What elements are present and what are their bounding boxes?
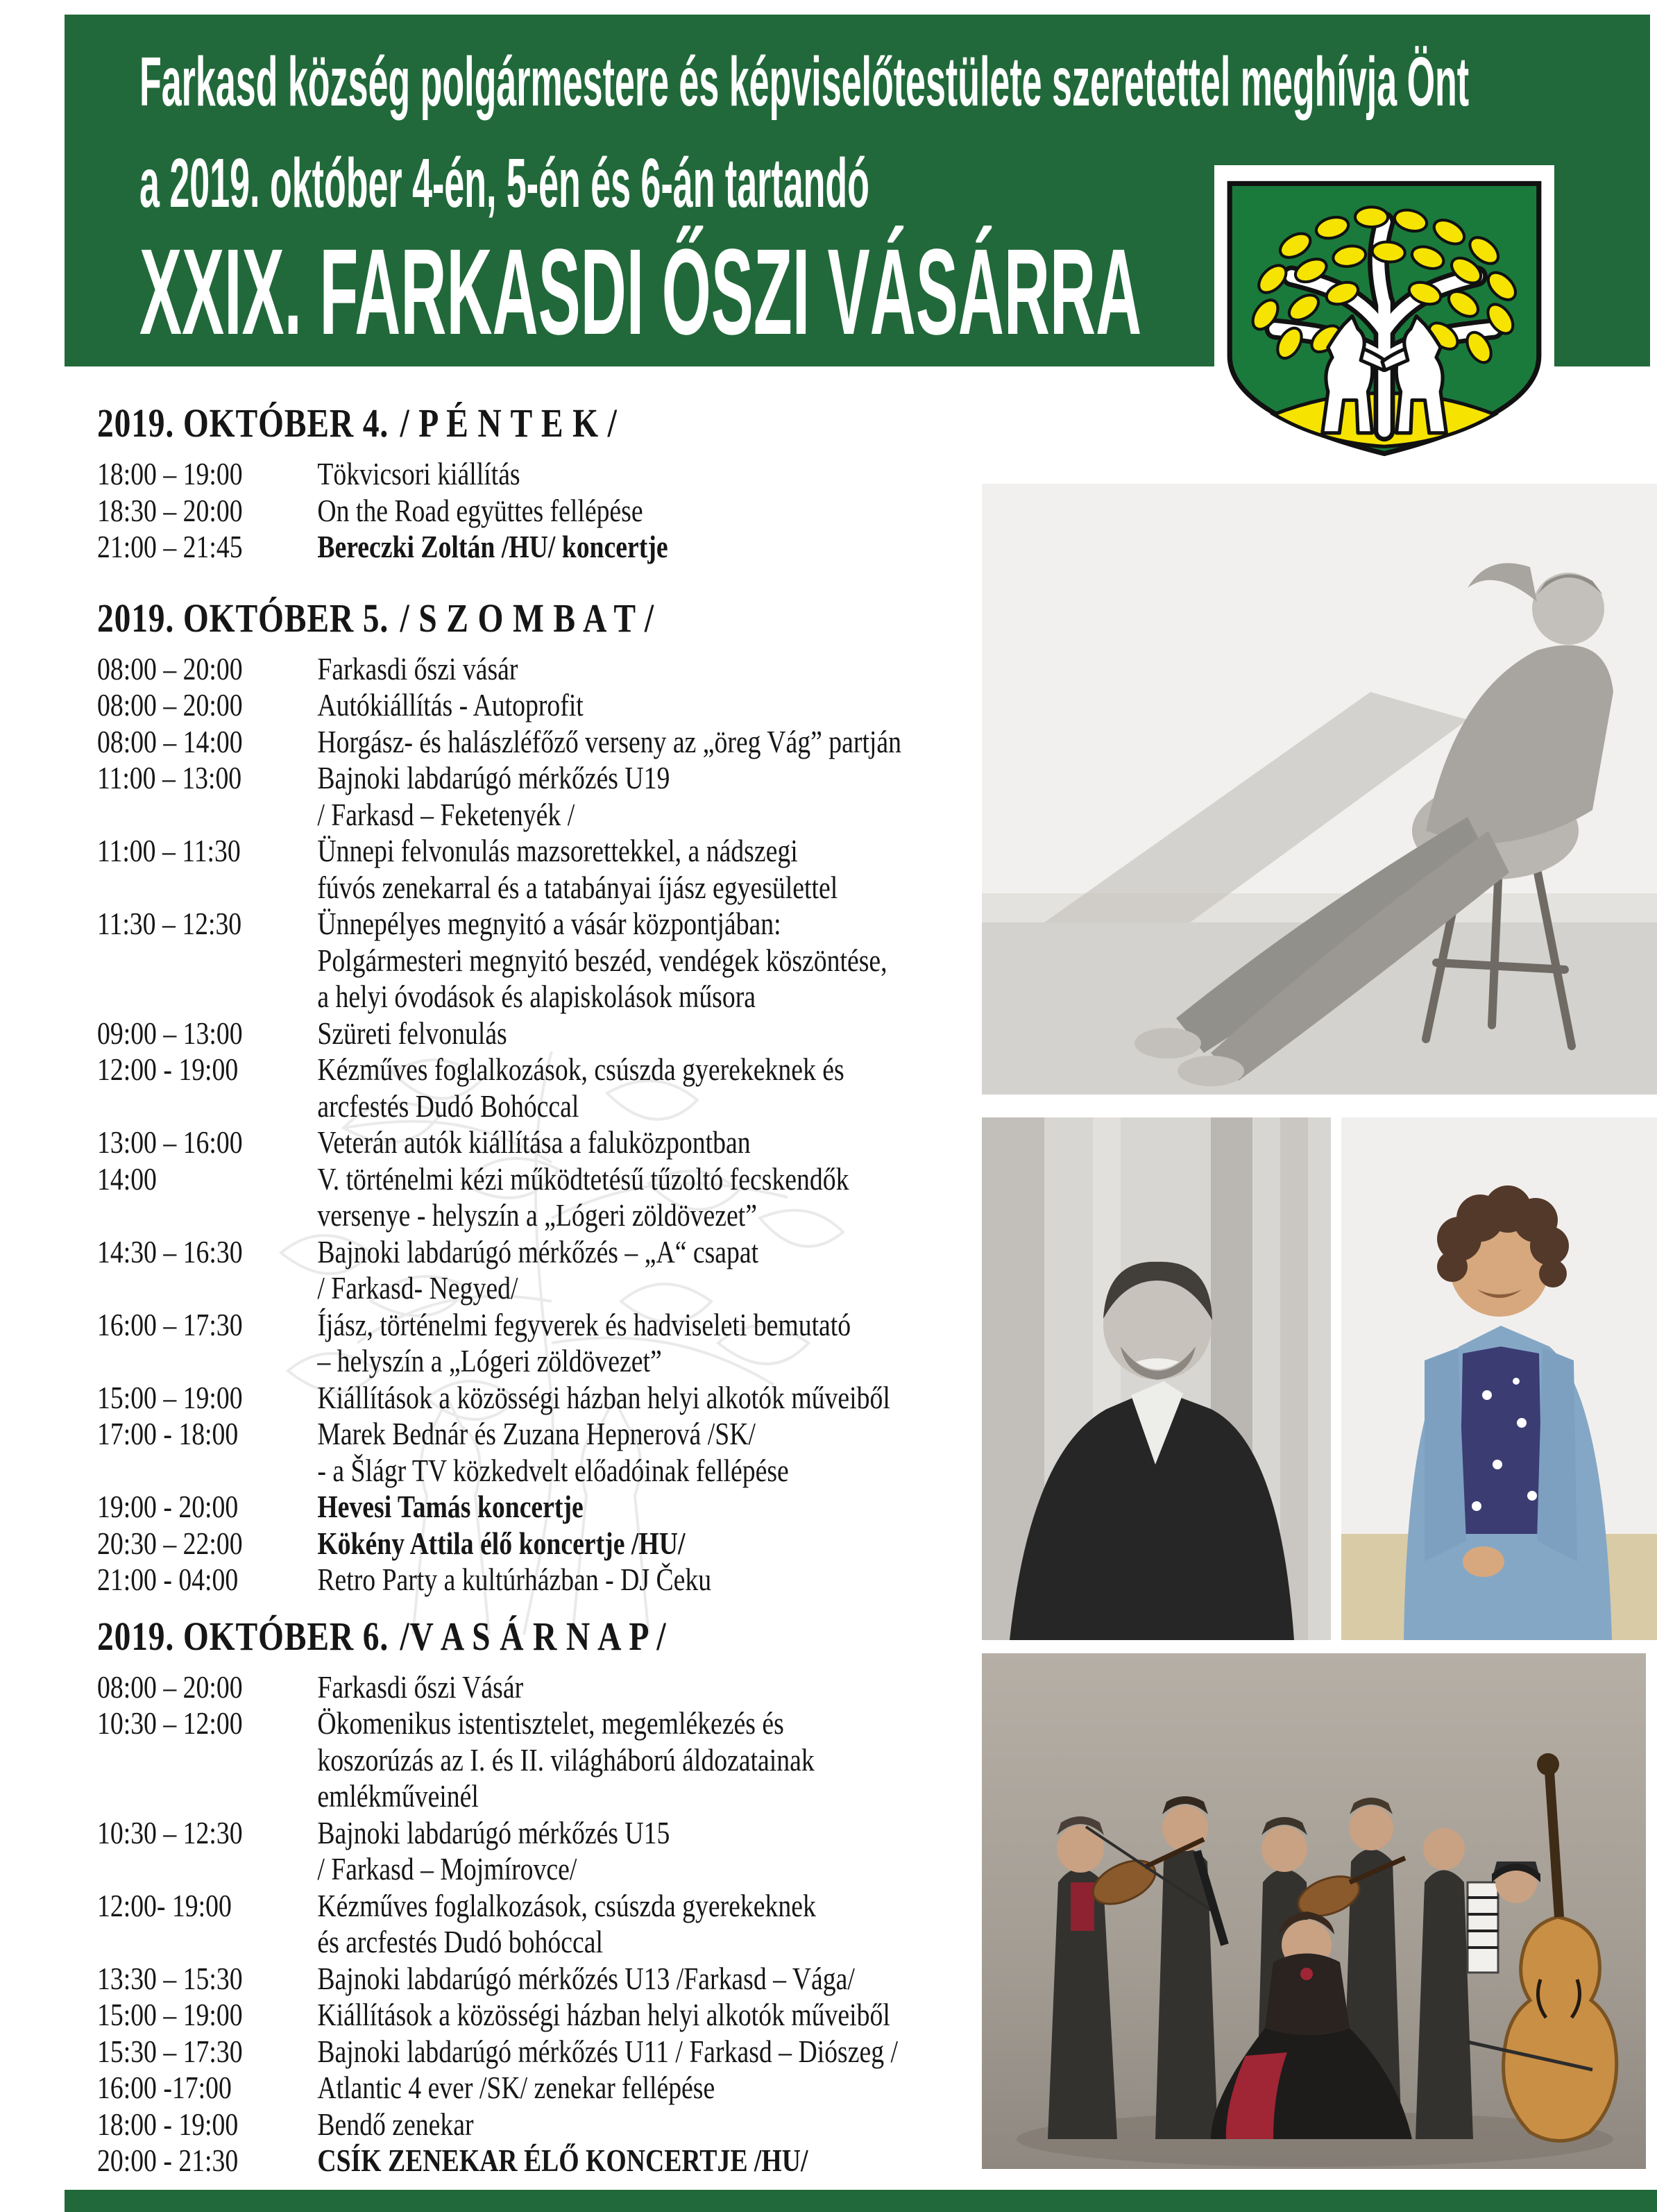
event-description <box>317 2143 1053 2179</box>
event-description-line: Szüreti felvonulás <box>317 1015 507 1051</box>
event-description-line: Kézműves foglalkozások, csúszda gyerekeknek és <box>317 1052 844 1087</box>
event-description <box>317 1997 1053 2034</box>
event-row <box>97 2143 1053 2179</box>
event-row <box>97 1124 1053 1161</box>
event-description-line: / Farkasd- Negyed/ <box>317 1270 518 1306</box>
day-heading <box>97 1612 1053 1661</box>
event-row <box>97 651 1053 688</box>
event-description <box>317 2034 1053 2070</box>
event-description <box>317 687 1053 724</box>
day-date: 2019. OKTÓBER 5. <box>97 595 389 641</box>
event-description <box>317 760 1053 833</box>
event-description <box>317 1815 1053 1888</box>
event-time: 18:00 - 19:00 <box>97 2106 239 2142</box>
event-row <box>97 1416 1053 1489</box>
event-description <box>317 493 1053 530</box>
poster-title: XXIX. FARKASDI ŐSZI VÁSÁRRA <box>139 224 1142 360</box>
event-time: 13:30 – 15:30 <box>97 1960 243 1996</box>
event-description-line: Kiállítások a közösségi házban helyi alkotók műveiből <box>317 1379 890 1415</box>
event-description-line: Ünnepélyes megnyitó a vásár központjában: <box>317 906 781 941</box>
event-row <box>97 1815 1053 1888</box>
coat-of-arms <box>1214 165 1554 481</box>
event-time: 15:00 – 19:00 <box>97 1379 243 1415</box>
event-description-line: Horgász- és halászléfőző verseny az „öreg Vág” partján <box>317 723 902 759</box>
event-description <box>317 456 1053 493</box>
event-description-line: On the Road együttes fellépése <box>317 492 643 528</box>
schedule <box>97 399 1053 2179</box>
event-time: 20:00 - 21:30 <box>97 2143 239 2178</box>
event-description-line: – helyszín a „Lógeri zöldövezet” <box>317 1343 662 1378</box>
footer-bar <box>65 2190 1657 2212</box>
event-time: 09:00 – 13:00 <box>97 1015 243 1051</box>
event-description-line: / Farkasd – Feketenyék / <box>317 796 575 832</box>
event-description <box>317 529 1053 566</box>
event-time: 15:30 – 17:30 <box>97 2033 243 2069</box>
event-time: 08:00 – 14:00 <box>97 723 243 759</box>
event-row <box>97 1380 1053 1417</box>
event-time: 08:00 – 20:00 <box>97 687 243 723</box>
event-row <box>97 833 1053 906</box>
event-row <box>97 724 1053 761</box>
event-row <box>97 2070 1053 2107</box>
event-time: 12:00- 19:00 <box>97 1887 232 1923</box>
event-description <box>317 2107 1053 2143</box>
event-description-line: Bajnoki labdarúgó mérkőzés U19 <box>317 760 670 795</box>
event-row <box>97 456 1053 493</box>
event-description-line: Bajnoki labdarúgó mérkőzés U11 / Farkasd – Diószeg / <box>317 2033 898 2069</box>
event-description <box>317 1526 1053 1562</box>
event-row <box>97 1489 1053 1526</box>
event-row <box>97 493 1053 530</box>
event-description-line: Bajnoki labdarúgó mérkőzés – „A“ csapat <box>317 1233 759 1269</box>
event-row <box>97 687 1053 724</box>
event-description-line: emlékműveinél <box>317 1778 479 1814</box>
event-description <box>317 1489 1053 1526</box>
event-description-line: Bendő zenekar <box>317 2106 474 2142</box>
event-description-line: - a Šlágr TV közkedvelt előadóinak fellépése <box>317 1452 789 1488</box>
day-date: 2019. OKTÓBER 6. <box>97 1613 389 1659</box>
event-time: 19:00 - 20:00 <box>97 1489 239 1524</box>
event-time: 21:00 – 21:45 <box>97 529 243 564</box>
event-description-line: Farkasdi őszi Vásár <box>317 1669 524 1705</box>
event-description-line: Hevesi Tamás koncertje <box>317 1489 584 1524</box>
event-row <box>97 1052 1053 1124</box>
event-description-line: Kézműves foglalkozások, csúszda gyerekeknek <box>317 1887 816 1923</box>
event-row <box>97 1669 1053 1706</box>
event-description-line: Kiállítások a közösségi házban helyi alkotók műveiből <box>317 1997 890 2032</box>
banner-invitation-line1: Farkasd község polgármestere és képviselőtestülete szeretettel meghívja Önt <box>139 43 1470 121</box>
event-row <box>97 1888 1053 1961</box>
event-description-line: Veterán autók kiállítása a faluközpontban <box>317 1124 751 1160</box>
event-row <box>97 2107 1053 2143</box>
event-time: 14:30 – 16:30 <box>97 1233 243 1269</box>
event-description <box>317 833 1053 906</box>
event-description-line: Ökomenikus istentisztelet, megemlékezés és <box>317 1705 784 1741</box>
photo-denim-man <box>1341 1117 1657 1640</box>
event-time: 08:00 – 20:00 <box>97 1669 243 1705</box>
event-row <box>97 1526 1053 1562</box>
event-time: 21:00 - 04:00 <box>97 1562 239 1597</box>
event-description <box>317 1161 1053 1234</box>
event-time: 14:00 <box>97 1160 157 1197</box>
day-section-1 <box>97 399 1053 566</box>
event-description-line: arcfestés Dudó Bohóccal <box>317 1088 579 1124</box>
event-description <box>317 1562 1053 1598</box>
event-description-line: Íjász, történelmi fegyverek és hadviseleti bemutató <box>317 1306 851 1342</box>
event-row <box>97 906 1053 1015</box>
photo-seated-man <box>982 484 1657 1095</box>
event-description-line: Bajnoki labdarúgó mérkőzés U13 /Farkasd – Vága/ <box>317 1960 855 1996</box>
event-description <box>317 1961 1053 1998</box>
day-name: / P É N T E K / <box>400 400 618 446</box>
event-description-line: koszorúzás az I. és II. világháború áldozatainak <box>317 1741 815 1778</box>
event-description <box>317 1669 1053 1706</box>
event-row <box>97 2034 1053 2070</box>
day-name: / S Z O M B A T / <box>400 595 654 641</box>
event-time: 16:00 -17:00 <box>97 2070 232 2105</box>
day-heading <box>97 399 1053 448</box>
event-description-line: Bereczki Zoltán /HU/ koncertje <box>317 529 668 564</box>
banner-invitation-line2: a 2019. október 4-én, 5-én és 6-án tartandó <box>139 144 869 222</box>
day-section-2 <box>97 594 1053 1598</box>
event-row <box>97 529 1053 566</box>
event-description-line: fúvós zenekarral és a tatabányai íjász egyesülettel <box>317 869 838 905</box>
event-time: 11:00 – 13:00 <box>97 760 242 795</box>
event-time: 20:30 – 22:00 <box>97 1525 243 1561</box>
event-time: 15:00 – 19:00 <box>97 1997 243 2032</box>
event-description-line: Retro Party a kultúrházban - DJ Čeku <box>317 1562 712 1597</box>
event-description-line: Bajnoki labdarúgó mérkőzés U15 <box>317 1814 670 1850</box>
event-description-line: Ünnepi felvonulás mazsorettekkel, a nádszegi <box>317 833 798 868</box>
photo-suit-man <box>982 1117 1331 1640</box>
coat-of-arms-icon <box>1224 178 1545 459</box>
event-description-line: Marek Bednár és Zuzana Hepnerová /SK/ <box>317 1416 756 1451</box>
event-description <box>317 1705 1053 1815</box>
event-row <box>97 760 1053 833</box>
event-description <box>317 2070 1053 2107</box>
event-description <box>317 651 1053 688</box>
event-time: 12:00 - 19:00 <box>97 1052 239 1087</box>
event-time: 16:00 – 17:30 <box>97 1306 243 1342</box>
event-description-line: Atlantic 4 ever /SK/ zenekar fellépése <box>317 2070 715 2105</box>
event-description <box>317 1234 1053 1307</box>
event-time: 18:00 – 19:00 <box>97 456 243 491</box>
event-time: 11:00 – 11:30 <box>97 833 241 868</box>
event-description <box>317 1015 1053 1052</box>
event-time: 11:30 – 12:30 <box>97 906 242 941</box>
event-description-line: / Farkasd – Mojmírovce/ <box>317 1851 577 1886</box>
event-row <box>97 1307 1053 1380</box>
photo-folk-band <box>982 1653 1646 2169</box>
event-description-line: és arcfestés Dudó bohóccal <box>317 1924 603 1959</box>
event-description <box>317 1052 1053 1124</box>
event-description-line: versenye - helyszín a „Lógeri zöldövezet” <box>317 1197 757 1233</box>
event-time: 08:00 – 20:00 <box>97 650 243 686</box>
event-row <box>97 1705 1053 1815</box>
day-heading <box>97 594 1053 643</box>
event-time: 13:00 – 16:00 <box>97 1124 243 1160</box>
day-date: 2019. OKTÓBER 4. <box>97 400 389 446</box>
event-description-line: Autókiállítás - Autoprofit <box>317 687 584 723</box>
event-row <box>97 1562 1053 1598</box>
event-row <box>97 1161 1053 1234</box>
event-description-line: a helyi óvodások és alapiskolások műsora <box>317 979 756 1014</box>
event-description <box>317 1888 1053 1961</box>
event-description <box>317 1380 1053 1417</box>
event-description-line: Farkasdi őszi vásár <box>317 650 518 686</box>
event-time: 10:30 – 12:00 <box>97 1705 243 1741</box>
day-name: /V A S Á R N A P / <box>400 1613 667 1659</box>
event-row <box>97 1234 1053 1307</box>
event-description <box>317 1307 1053 1380</box>
event-description-line: V. történelmi kézi működtetésű tűzoltó fecskendők <box>317 1160 849 1197</box>
event-description-line: Polgármesteri megnyitó beszéd, vendégek köszöntése, <box>317 942 887 978</box>
event-time: 17:00 - 18:00 <box>97 1416 239 1451</box>
day-section-3 <box>97 1612 1053 2179</box>
event-description <box>317 906 1053 1015</box>
event-description-line: Tökvicsori kiállítás <box>317 456 520 491</box>
event-time: 10:30 – 12:30 <box>97 1814 243 1850</box>
event-description <box>317 1416 1053 1489</box>
event-row <box>97 1961 1053 1998</box>
event-row <box>97 1015 1053 1052</box>
event-description <box>317 1124 1053 1161</box>
event-description-line: CSÍK ZENEKAR ÉLŐ KONCERTJE /HU/ <box>317 2143 808 2178</box>
event-row <box>97 1997 1053 2034</box>
event-time: 18:30 – 20:00 <box>97 492 243 528</box>
event-description <box>317 724 1053 761</box>
event-description-line: Kökény Attila élő koncertje /HU/ <box>317 1525 686 1561</box>
